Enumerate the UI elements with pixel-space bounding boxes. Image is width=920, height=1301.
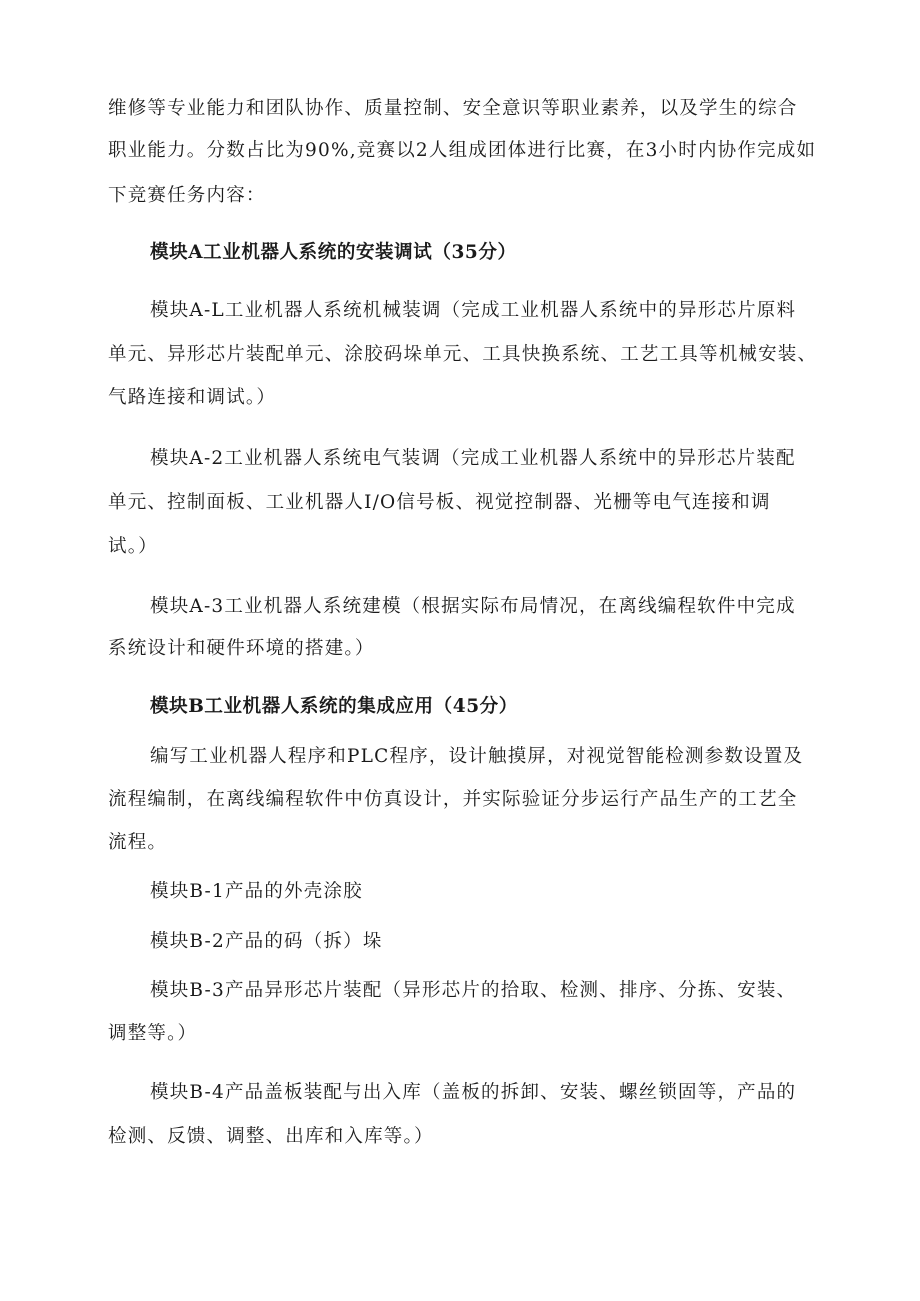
text-line: 气路连接和调试。） (108, 387, 277, 408)
text-line: 维修等专业能力和团队协作、质量控制、安全意识等职业素养，以及学生的综合 (108, 98, 798, 119)
text-line: 单元、异形芯片装配单元、涂胶码垛单元、工具快换系统、工艺工具等机械安装、 (108, 344, 818, 365)
text-line: 流程。 (108, 832, 168, 853)
text-line: 模块B-2产品的码（拆）垛 (150, 931, 383, 952)
text-line: 试。） (108, 536, 158, 557)
text-line: 模块A-L工业机器人系统机械装调（完成工业机器人系统中的异形芯片原料 (150, 300, 797, 321)
text-line: 模块A-3工业机器人系统建模（根据实际布局情况，在离线编程软件中完成 (150, 596, 796, 617)
text-line: 模块B-4产品盖板装配与出入库（盖板的拆卸、安装、螺丝锁固等，产品的 (150, 1082, 797, 1103)
text-line: 职业能力。分数占比为90%,竞赛以2人组成团体进行比赛，在3小时内协作完成如 (108, 140, 817, 161)
text-line: 流程编制，在离线编程软件中仿真设计，并实际验证分步运行产品生产的工艺全 (108, 789, 798, 810)
text-line: 模块B-1产品的外壳涂胶 (150, 881, 363, 902)
text-line: 模块B-3产品异形芯片装配（异形芯片的拾取、检测、排序、分拣、安装、 (150, 980, 797, 1001)
text-line: 系统设计和硬件环境的搭建。） (108, 638, 375, 659)
text-line: 调整等。） (108, 1023, 198, 1044)
text-line: 下竞赛任务内容： (108, 185, 266, 206)
text-line: 模块A-2工业机器人系统电气装调（完成工业机器人系统中的异形芯片装配 (150, 448, 796, 469)
section-heading-b: 模块B工业机器人系统的集成应用（45分） (150, 696, 518, 717)
section-heading-a: 模块A工业机器人系统的安装调试（35分） (150, 242, 517, 263)
text-line: 编写工业机器人程序和PLC程序，设计触摸屏，对视觉智能检测参数设置及 (150, 746, 804, 767)
text-line: 检测、反馈、调整、出库和入库等。） (108, 1126, 434, 1147)
text-line: 单元、控制面板、工业机器人I/O信号板、视觉控制器、光栅等电气连接和调 (108, 492, 771, 513)
